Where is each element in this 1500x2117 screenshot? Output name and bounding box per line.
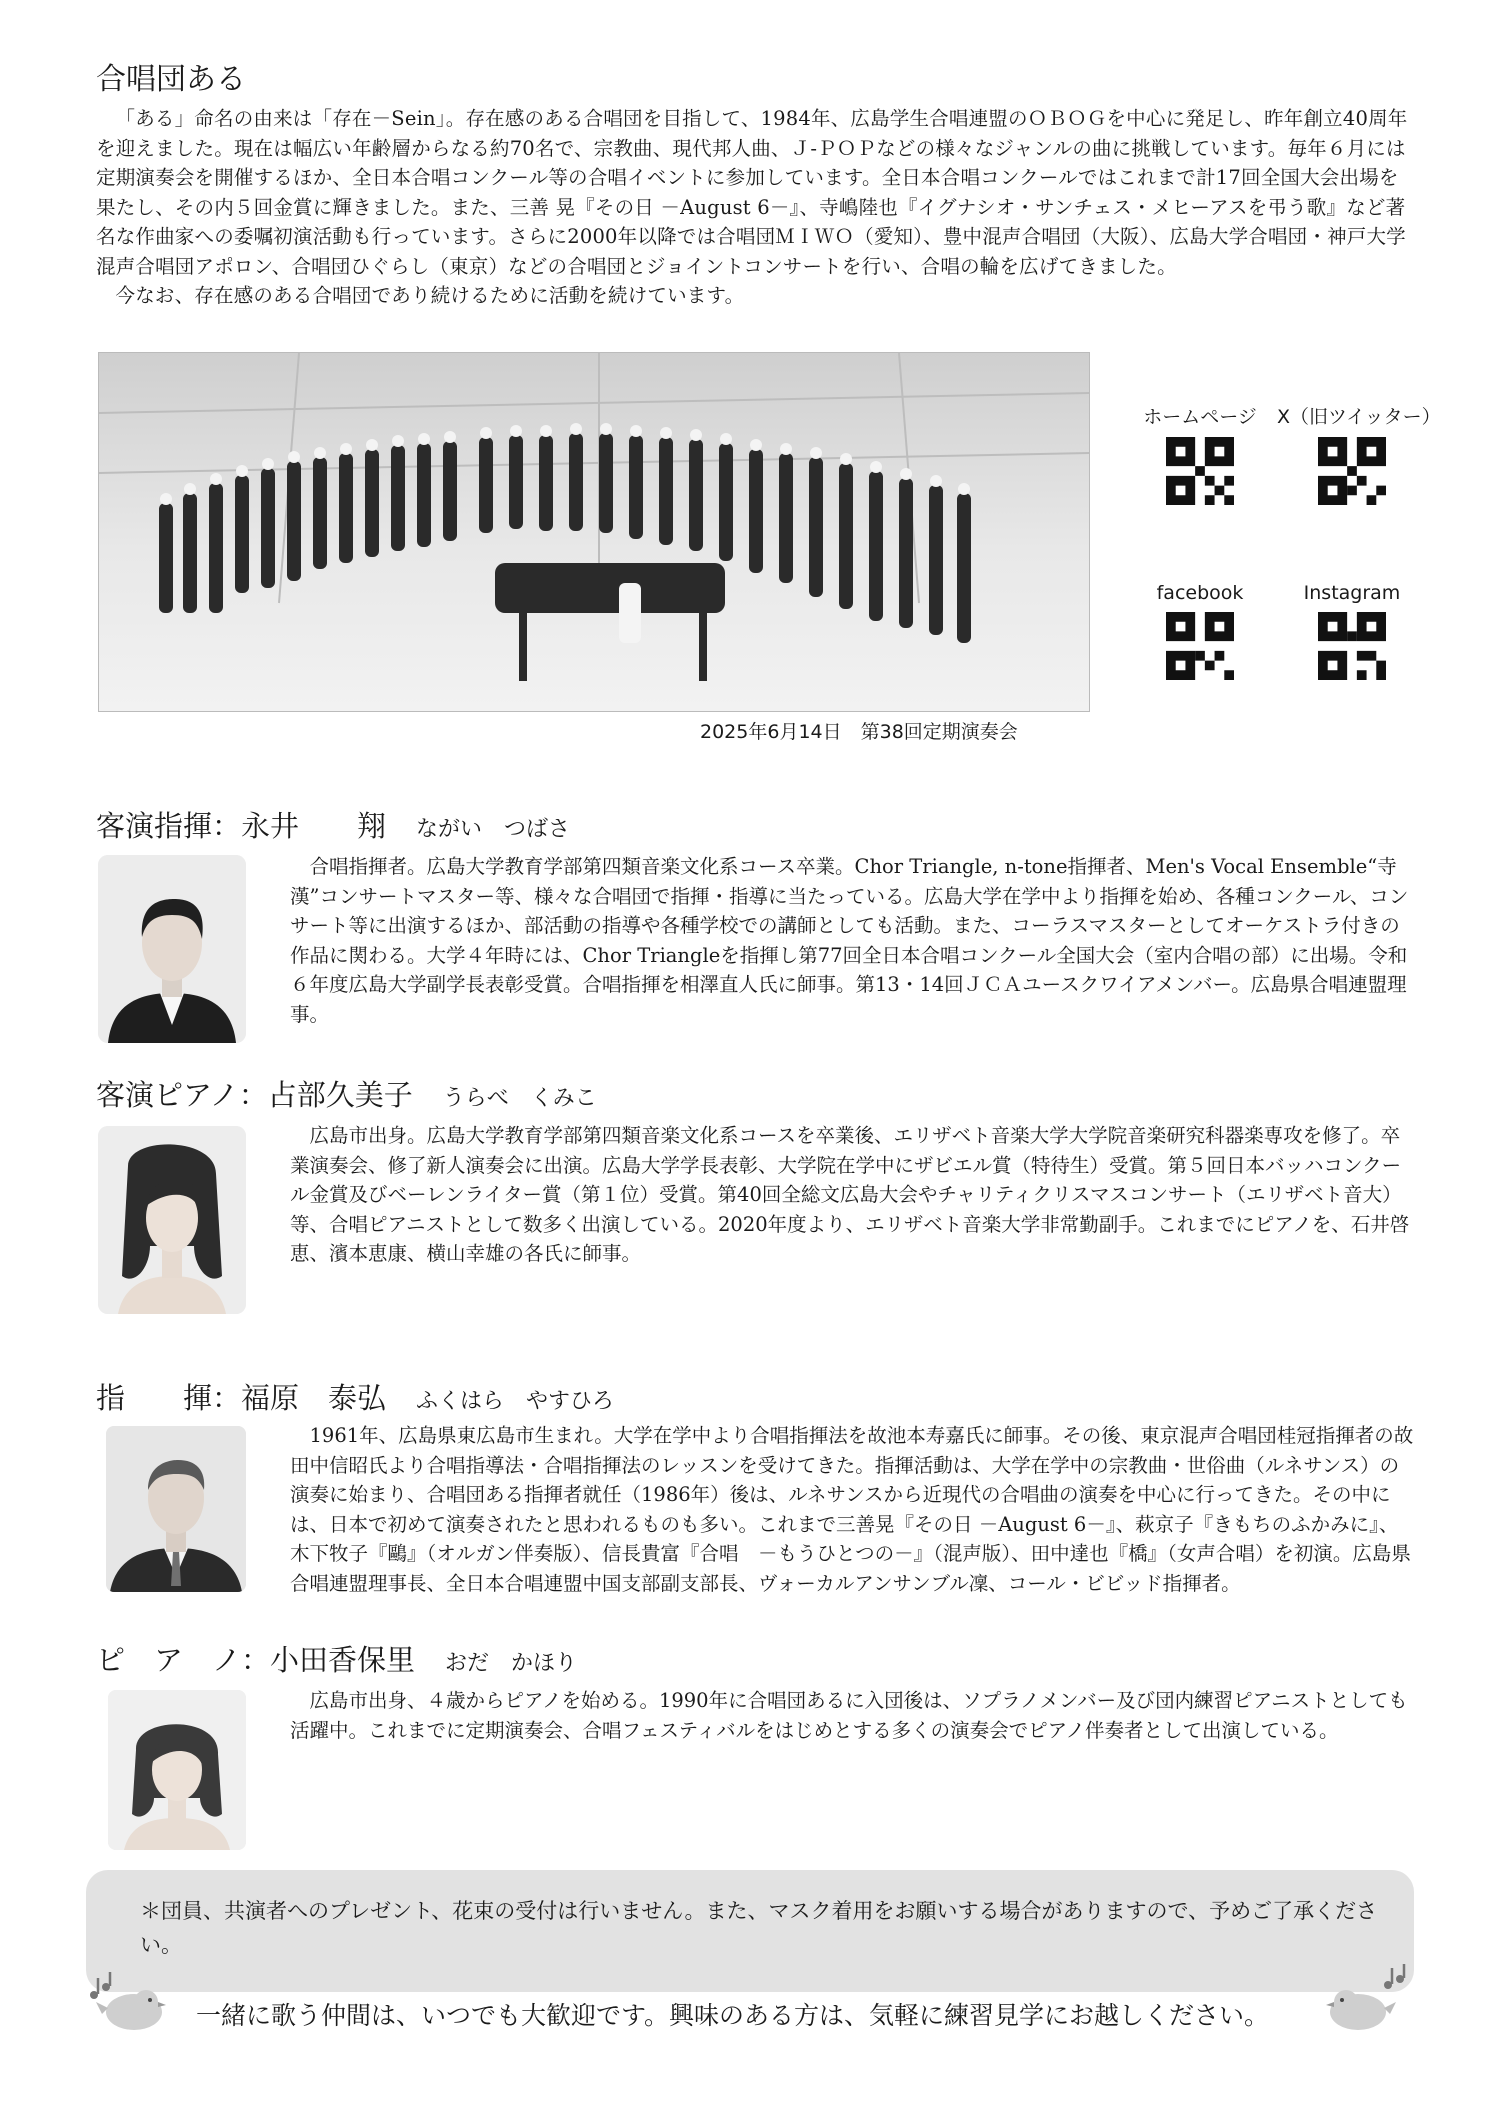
qr-code-icon (1166, 612, 1234, 680)
qr-code-icon (1318, 612, 1386, 680)
welcome-message: 一緒に歌う仲間は、いつでも大歓迎です。興味のある方は、気軽に練習見学にお越しください。 (196, 2001, 1270, 2030)
performer-bio: 広島市出身。広島大学教育学部第四類音楽文化系コースを卒業後、エリザベト音楽大学大学院音楽研究科器楽専攻を修了。卒業演奏会、修了新人演奏会に出演。広島大学学長表彰、大学院在学中にザビエル賞（特待生）受賞。第５回日本バッハコンクール金賞及びベーレンライター賞（第１位）受賞。第40回全総文広島大会やチャリティクリスマスコンサート（エリザベト音大）等、合唱ピアニストとして数多く出演している。2020年度より、エリザベト音楽大学非常勤副手。これまでにピアノを、石井啓恵、濱本恵康、横山幸雄の各氏に師事。 (290, 1124, 1410, 1265)
qr-code-icon (1318, 437, 1386, 505)
performer-heading (96, 804, 570, 845)
performer-name: ：福原 泰弘 (212, 1381, 387, 1415)
performer-heading (96, 1073, 597, 1114)
instagram-qr-link[interactable] (1277, 582, 1427, 680)
qr-label-instagram: Instagram (1303, 582, 1401, 604)
facebook-qr-link[interactable] (1125, 582, 1275, 680)
performer-name: ：永井 翔 (212, 809, 387, 843)
qr-code-icon (1166, 437, 1234, 505)
performer-reading: うらべ くみこ (442, 1086, 597, 1111)
intro-paragraph-1: 「ある」命名の由来は「存在－Sein」。存在感のある合唱団を目指して、1984年、広島学生合唱連盟のＯＢＯＧを中心に発足し、昨年創立40周年を迎えました。現在は幅広い年齢層からなる約70名で、宗教曲、現代邦人曲、Ｊ-ＰＯＰなどの様々なジャンルの曲に挑戦しています。毎年６月には定期演奏会を開催するほか、全日本合唱コンクール等の合唱イベントに参加しています。全日本合唱コンクールではこれまで計17回全国大会出場を果たし、その内５回金賞に輝きました。また、三善 晃『その日 －August 6－』、寺嶋陸也『イグナシオ・サンチェス・メヒーアスを弔う歌』など著名な作曲家への委嘱初演活動も行っています。さらに2000年以降では合唱団ＭＩＷＯ（愛知）、豊中混声合唱団（大阪）、広島大学合唱団・神戸大学混声合唱団アポロン、合唱団ひぐらし（東京）などの合唱団とジョイントコンサートを行い、合唱の輪を広げてきました。 (96, 107, 1408, 278)
intro-paragraph-2: 今なお、存在感のある合唱団であり続けるために活動を続けています。 (115, 284, 745, 307)
concert-photo (98, 352, 1090, 712)
performer-role: 客演ピアノ (96, 1078, 239, 1112)
performer-heading (96, 1638, 577, 1679)
performer-heading (96, 1376, 614, 1417)
qr-label-homepage: ホームページ (1143, 406, 1257, 428)
intro-text (96, 104, 1416, 311)
performer-name: ：小田香保里 (241, 1643, 416, 1677)
performer-bio: 1961年、広島県東広島市生まれ。大学在学中より合唱指揮法を故池本寿嘉氏に師事。その後、東京混声合唱団桂冠指揮者の故田中信昭氏より合唱指導法・合唱指揮法のレッスンを受けてきた。指揮活動は、大学在学中の宗教曲・世俗曲（ルネサンス）の演奏に始まり、合唱団ある指揮者就任（1986年）後は、ルネサンスから近現代の合唱曲の演奏を中心に行ってきた。その中には、日本で初めて演奏されたと思われるものも多い。これまで三善晃『その日 －August 6－』、萩京子『きもちのふかみに』、木下牧子『鷗』（オルガン伴奏版）、信長貴富『合唱 －もうひとつの－』（混声版）、田中達也『橋』（女声合唱）を初演。広島県合唱連盟理事長、全日本合唱連盟中国支部副支部長、ヴォーカルアンサンブル凜、コール・ビビッド指揮者。 (290, 1424, 1414, 1595)
performer-portrait (108, 1690, 246, 1850)
performer-reading: ながい つばさ (416, 817, 571, 842)
performer-role: ピ ア ノ (96, 1643, 242, 1677)
bird-icon (1322, 1962, 1414, 2032)
qr-label-facebook: facebook (1156, 582, 1244, 604)
performer-portrait (106, 1426, 246, 1592)
homepage-qr-link[interactable] (1125, 402, 1275, 505)
page-title: 合唱団ある (96, 62, 246, 97)
x-twitter-qr-link[interactable] (1277, 402, 1441, 505)
qr-label-x: X（旧ツイッター） (1277, 406, 1441, 428)
performer-portrait (98, 1126, 246, 1314)
bird-icon (78, 1968, 168, 2032)
performer-reading: おだ かほり (445, 1651, 578, 1676)
performer-role: 指 揮 (96, 1381, 213, 1415)
performer-bio: 合唱指揮者。広島大学教育学部第四類音楽文化系コース卒業。Chor Triangle, n-tone指揮者、Men's Vocal Ensemble“寺漢”コンサートマスター等、様々な合唱団で指揮・指導に当たっている。広島大学在学中より指揮を始め、各種コンクール、コンサート等に出演するほか、部活動の指導や各種学校での講師としても活動。また、コーラスマスターとしてオーケストラ付きの作品に関わる。大学４年時には、Chor Triangleを指揮し第77回全日本合唱コンクール全国大会（室内合唱の部）に出場。令和６年度広島大学副学長表彰受賞。合唱指揮を相澤直人氏に師事。第13・14回ＪＣＡユースクワイアメンバー。広島県合唱連盟理事。 (290, 855, 1409, 1026)
performer-role: 客演指揮 (96, 809, 213, 843)
performer-reading: ふくはら やすひろ (416, 1389, 615, 1414)
performer-name: ：占部久美子 (238, 1078, 413, 1112)
performer-portrait (98, 855, 246, 1043)
notice-text: ＊団員、共演者へのプレゼント、花束の受付は行いません。また、マスク着用をお願いする場合がありますので、予めご了承ください。 (140, 1899, 1378, 1957)
photo-caption: 2025年6月14日 第38回定期演奏会 (700, 721, 1018, 743)
performer-bio: 広島市出身、４歳からピアノを始める。1990年に合唱団あるに入団後は、ソプラノメンバー及び団内練習ピアニストとしても活躍中。これまでに定期演奏会、合唱フェスティバルをはじめとする多くの演奏会でピアノ伴奏者として出演している。 (290, 1689, 1408, 1742)
